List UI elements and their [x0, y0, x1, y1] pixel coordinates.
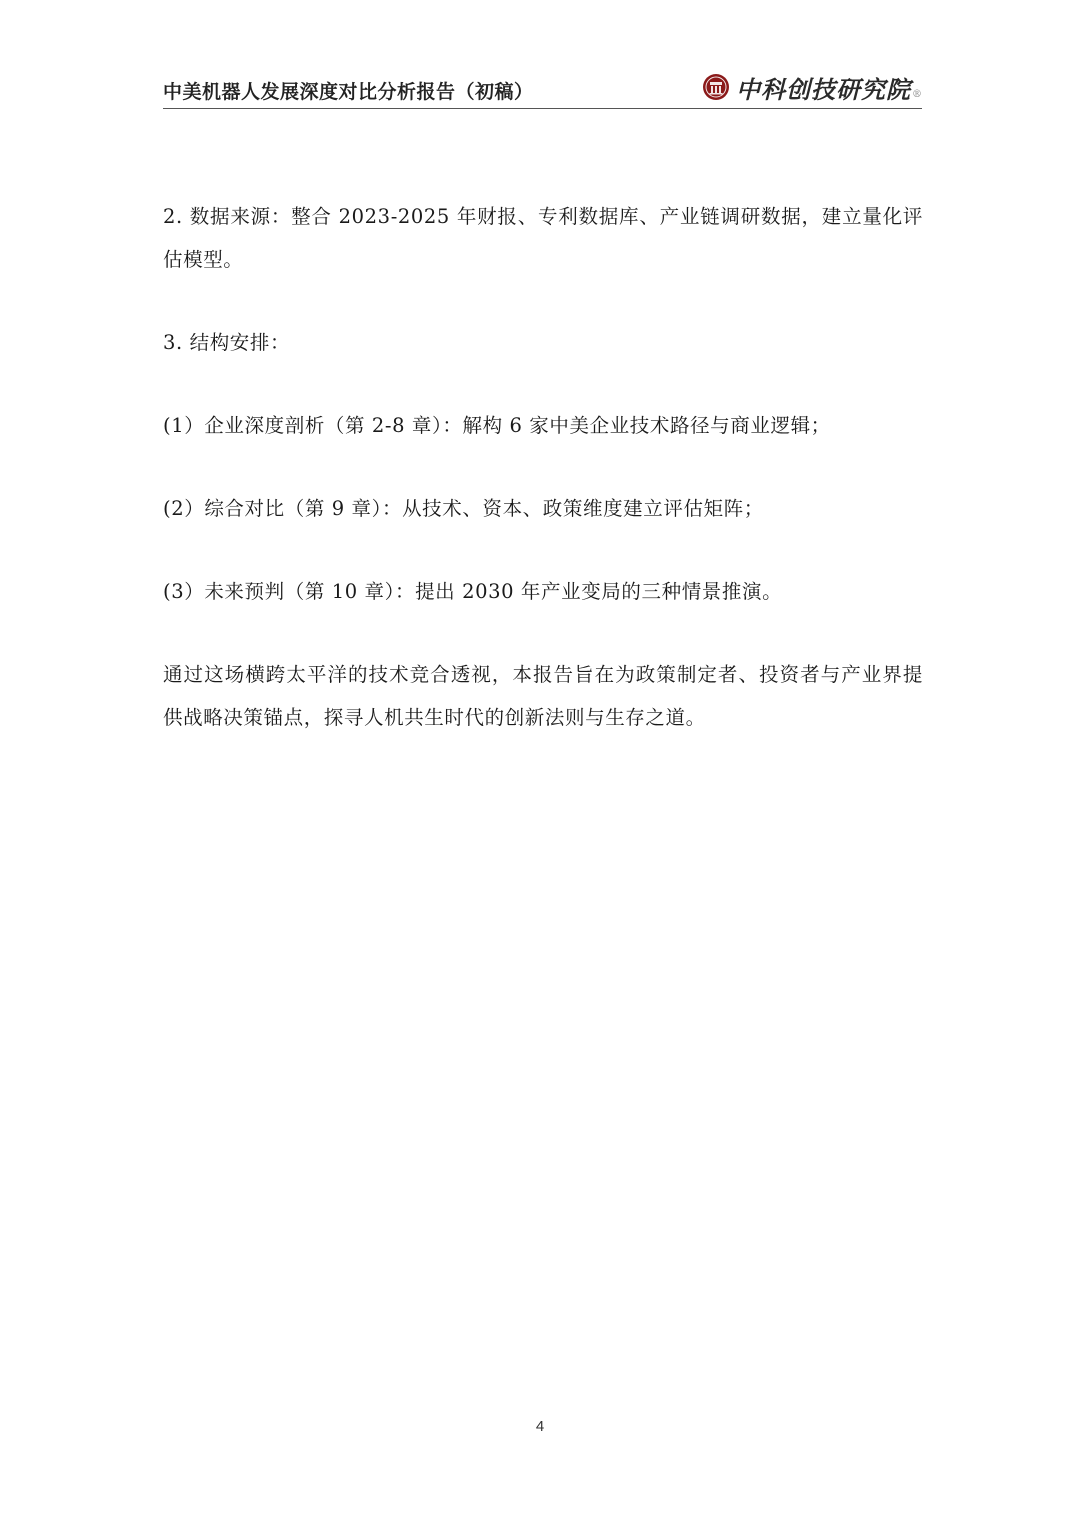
page-header [163, 62, 922, 109]
list-item-chapter-9: (2）综合对比（第 9 章）：从技术、资本、政策维度建立评估矩阵； [163, 497, 764, 520]
institute-emblem-icon [702, 73, 730, 101]
page-number: 4 [535, 1418, 545, 1435]
institute-logo-text: 中科创技研究院 [736, 74, 911, 104]
paragraph-data-source: 2. 数据来源：整合 2023-2025 年财报、专利数据库、产业链调研数据，建立量化评估模型。 [163, 205, 923, 271]
registered-mark: ® [912, 89, 922, 100]
list-item-chapter-10: (3）未来预判（第 10 章）：提出 2030 年产业变局的三种情景推演。 [163, 580, 783, 603]
paragraph-structure-heading: 3. 结构安排： [163, 331, 291, 354]
body-content [163, 195, 923, 739]
list-item-chapter-2-8: (1）企业深度剖析（第 2-8 章）：解构 6 家中美企业技术路径与商业逻辑； [163, 414, 831, 437]
paragraph-conclusion: 通过这场横跨太平洋的技术竞合透视，本报告旨在为政策制定者、投资者与产业界提供战略决策锚点，探寻人机共生时代的创新法则与生存之道。 [163, 663, 923, 729]
institute-logo [702, 70, 922, 104]
header-title: 中美机器人发展深度对比分析报告（初稿） [163, 81, 534, 103]
